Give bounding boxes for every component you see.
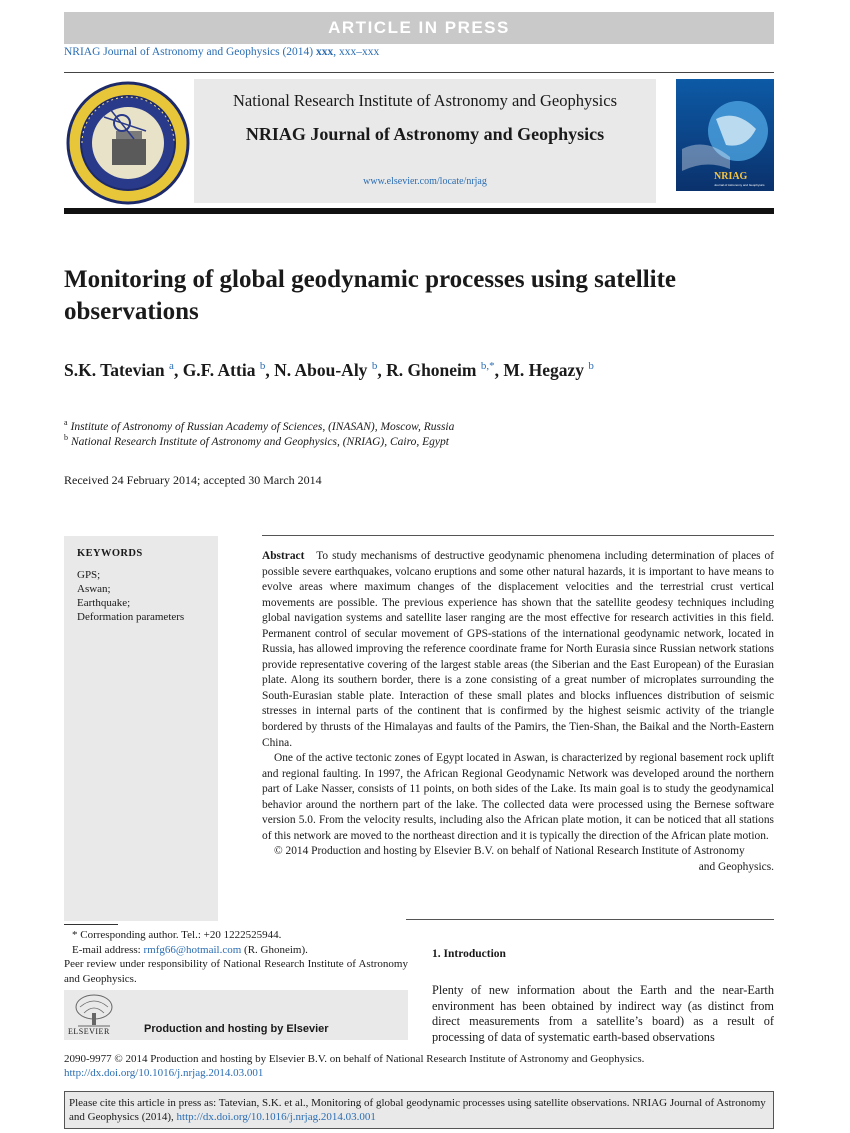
corresponding-author-text: Corresponding author. Tel.: +20 1222525944. [77,929,282,941]
introduction-heading: 1. Introduction [432,948,506,960]
author-affil-link[interactable]: b [259,360,266,373]
abstract-copyright-end: and Geophysics. [698,860,774,873]
affiliation-a [64,418,454,433]
keyword-item: Earthquake; [77,597,131,609]
nriag-seal-logo [64,79,192,207]
cite-this-article-box [64,1091,774,1129]
keyword-item: GPS; [77,569,101,581]
masthead-panel [194,79,656,203]
keywords-heading: KEYWORDS [77,548,143,559]
received-dates: Received 24 February 2014; accepted 30 March 2014 [64,473,322,487]
abstract-copyright: © 2014 Production and hosting by Elsevier B.V. on behalf of National Research Institute of Astronomy [274,845,745,858]
email-label: E-mail address: [72,943,144,956]
article-title: Monitoring of global geodynamic processes using satellite observations [64,266,677,325]
production-hosting-label: Production and hosting by Elsevier [144,1023,329,1035]
author-name: , N. Abou-Aly [265,360,372,380]
affiliation-marker: b [64,433,68,442]
peer-review-note: Peer review under responsibility of National Research Institute of Astronomy and Geophysics. [64,958,408,985]
abstract-bottom-rule [406,919,774,920]
corresponding-author-note [64,928,408,943]
issn-footer [64,1052,644,1080]
doi-link[interactable]: http://dx.doi.org/10.1016/j.nrjag.2014.03.001 [64,1067,264,1079]
affiliation-b [64,433,449,448]
cover-title: NRIAG [714,171,748,182]
author-affil-link[interactable]: a [169,360,174,373]
issn-line: 2090-9977 © 2014 Production and hosting by Elsevier B.V. on behalf of National Research Institute of Astronomy and Geophysics. [64,1053,645,1065]
citation-volume: xxx [316,46,334,58]
cover-subtitle: Journal of Astronomy and Geophysics [714,183,765,187]
footnote-star: * [72,929,78,941]
journal-name: NRIAG Journal of Astronomy and Geophysics [245,124,605,144]
keywords-panel [64,536,218,921]
article-in-press-banner: ARTICLE IN PRESS [64,12,774,44]
abstract-text: To study mechanisms of destructive geodynamic phenomena including determination of places of possible severe earthquakes, volcano eruptions and some other natural hazards, it is important to have means to evolve areas where maximum changes of the displacement velocities and the terrestrial crust vertical movements are possible. The previous experience has shown that the satellite geodesy techniques including global navigation systems and satellite laser ranging are the most effective for research activities in this field. Permanent control of secular movement of GPS-stations of the international geodynamic network, located in Russia, has allowed improving the reference coordinate frame for North Eurasia since Russian network stations provide representative covering of the largest stable areas (the Siberian and the East European) of the Eurasian plate. Along its southern border, there is a zone consisting of a great number of microplates surrounding the South-Eurasian stable plate. Interaction of these small plates and blocks influences distribution of seismic stresses in internal parts of the continent that is confirmed by the highest seismic activity of the triangle bordered by thrusts of the Himalayas and faults of the Pamirs, the Tien-Shan, the Baikal and the North-Eastern China. [262,550,774,749]
affiliation-text: National Research Institute of Astronomy and Geophysics, (NRIAG), Cairo, Egypt [71,435,449,448]
journal-cover-image [676,79,774,203]
abstract-label: Abstract [262,550,305,562]
affiliation-text: Institute of Astronomy of Russian Academy of Sciences, (INASAN), Moscow, Russia [70,420,455,433]
email-link[interactable]: rmfg66@hotmail.com [143,943,242,956]
journal-masthead [64,79,774,207]
citation-prefix: NRIAG Journal of Astronomy and Geophysics (2014) [64,46,317,58]
abstract-top-rule [262,535,774,536]
abstract-paragraph-2: One of the active tectonic zones of Egypt located in Aswan, is characterized by regional basement rock uplift and regional faulting. In 1997, the African Regional Geodynamic Network was developed around the northern part of Lake Nasser, consists of 11 points, on both sides of the Lake. Its main goal is to study the geodynamical behavior around the northern part of the lake. The collected data were processed using the Bernese software version 5.0. From the velocity results, including also the African plate motion, it can be noticed that all stations of this network are moved to the northeast direction and it is typically the direction of the African plate motion. [262,752,774,842]
keyword-item: Aswan; [77,583,111,595]
masthead-bottom-bar [64,208,774,214]
cite-text: Please cite this article in press as: Tatevian, S.K. et al., Monitoring of global geodynamic processes using satellite observations. NRIAG Journal of Astronomy and Geophysics (2014), [69,1097,766,1123]
footnotes [64,928,408,986]
author-name: , R. Ghoneim [377,360,481,380]
institute-name: National Research Institute of Astronomy and Geophysics [232,91,617,110]
author-name: S.K. Tatevian [64,360,170,380]
affiliation-marker: a [64,418,68,427]
email-note [64,943,408,958]
author-affil-link[interactable]: b,* [480,360,495,373]
footnote-rule [64,924,118,925]
author-name: , M. Hegazy [494,360,589,380]
author-affil-link[interactable]: b [588,360,594,373]
introduction-text: Plenty of new information about the Earth and the near-Earth environment has been obtained by indirect way (as distinct from direct measurements from a satellite’s board) as a result of processing of data of systematic earth-based observations [432,983,774,1044]
header-divider [64,72,774,73]
abstract [262,549,774,875]
author-name: , G.F. Attia [173,360,260,380]
cite-doi-link[interactable]: http://dx.doi.org/10.1016/j.nrjag.2014.03.001 [176,1111,376,1123]
journal-url-link[interactable]: www.elsevier.com/locate/nrjag [363,176,487,187]
keyword-item: Deformation parameters [77,611,185,623]
abstract-paragraph-1 [262,549,774,751]
author-list [64,360,594,381]
citation-pages: , xxx–xxx [333,46,380,58]
elsevier-wordmark: ELSEVIER [68,1027,110,1036]
author-affil-link[interactable]: b [371,360,378,373]
elsevier-panel [64,990,408,1040]
email-suffix: (R. Ghoneim). [241,943,308,956]
journal-citation[interactable] [64,46,379,58]
